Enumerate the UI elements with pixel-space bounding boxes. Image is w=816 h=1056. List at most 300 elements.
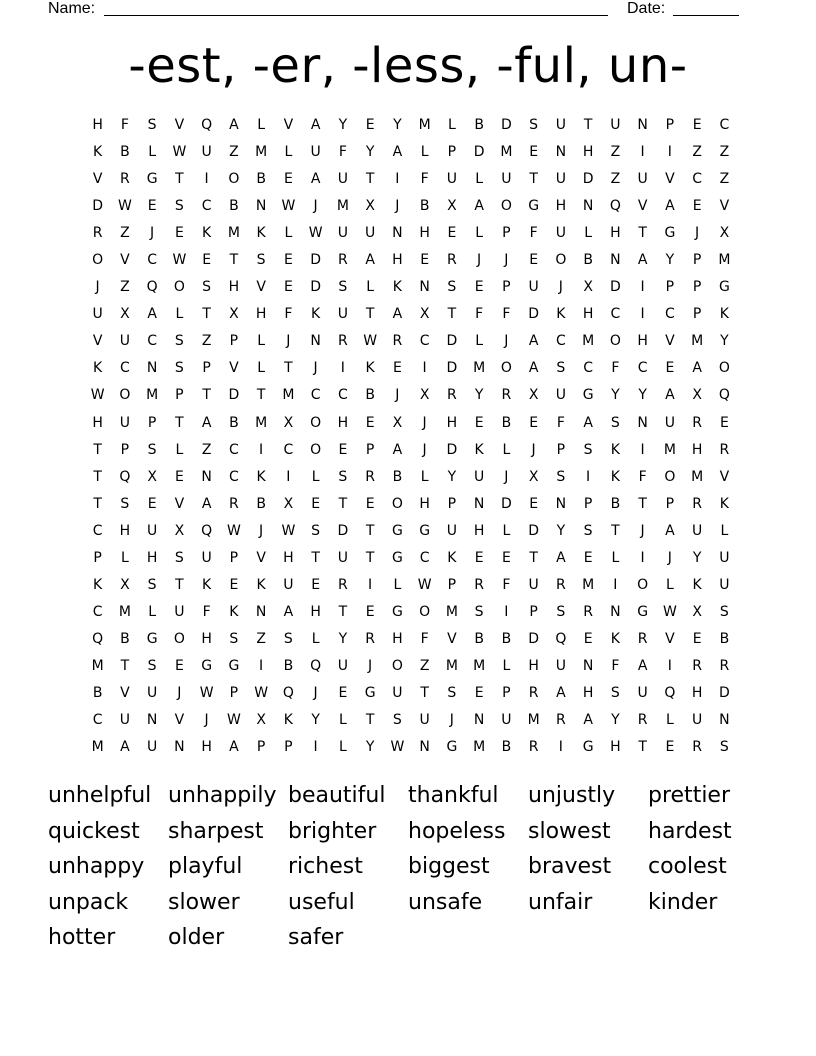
grid-letter: E (392, 360, 402, 377)
grid-letter: D (528, 306, 540, 323)
worksheet-header (0, 0, 816, 20)
grid-letter: N (310, 333, 321, 350)
word-bank-item: hopeless (408, 818, 506, 844)
grid-letter: Y (665, 252, 675, 269)
grid-letter: E (474, 279, 484, 296)
grid-letter: H (610, 225, 621, 242)
grid-letter: E (529, 495, 539, 512)
grid-letter: L (148, 603, 157, 620)
grid-letter: E (365, 414, 375, 431)
grid-letter: F (611, 657, 620, 674)
grid-letter: S (392, 712, 402, 729)
grid-letter: T (202, 306, 211, 323)
grid-letter: K (556, 306, 566, 323)
grid-letter: F (420, 171, 429, 188)
grid-letter: U (555, 117, 566, 133)
grid-letter: E (202, 252, 212, 269)
grid-letter: U (692, 522, 703, 539)
grid-letter: I (368, 576, 373, 593)
grid-letter: W (226, 712, 241, 729)
grid-letter: I (395, 171, 400, 188)
grid-letter: W (117, 198, 132, 215)
grid-letter: J (422, 414, 427, 431)
grid-letter: U (555, 171, 566, 188)
grid-letter: P (120, 441, 130, 458)
grid-letter: Y (474, 387, 484, 404)
grid-letter: S (556, 603, 566, 620)
grid-letter: X (719, 225, 730, 242)
grid-letter: V (174, 712, 185, 729)
grid-letter: P (147, 414, 157, 431)
grid-letter: R (692, 414, 702, 431)
grid-letter: V (92, 333, 103, 350)
grid-letter: F (638, 468, 647, 485)
grid-letter: A (528, 333, 539, 350)
grid-letter: L (257, 117, 266, 133)
grid-letter: E (311, 495, 321, 512)
grid-letter: O (173, 630, 185, 647)
grid-letter: W (390, 739, 405, 756)
grid-letter: C (92, 603, 103, 620)
grid-letter: H (92, 117, 103, 133)
grid-letter: C (92, 712, 103, 729)
grid-letter: O (500, 198, 512, 215)
grid-letter: T (529, 171, 538, 188)
grid-letter: E (665, 360, 675, 377)
grid-letter: S (583, 441, 593, 458)
grid-letter: S (556, 468, 566, 485)
grid-letter: L (120, 549, 129, 566)
grid-letter: M (473, 657, 486, 674)
grid-letter: A (583, 712, 593, 729)
grid-letter: V (92, 171, 103, 188)
grid-letter: G (528, 198, 540, 215)
grid-letter: O (391, 495, 403, 512)
grid-letter: V (229, 360, 239, 377)
grid-letter: M (445, 603, 458, 620)
grid-letter: K (93, 144, 103, 161)
grid-letter: I (340, 360, 345, 377)
grid-letter: M (227, 225, 240, 242)
grid-letter: E (583, 630, 593, 647)
grid-letter: K (447, 549, 457, 566)
grid-letter: K (692, 576, 702, 593)
grid-letter: D (609, 279, 621, 296)
grid-letter: B (501, 739, 512, 756)
grid-letter: H (228, 279, 240, 296)
word-bank-item: older (168, 925, 225, 950)
grid-letter: X (283, 414, 294, 431)
grid-letter: S (147, 576, 157, 593)
grid-letter: M (718, 252, 731, 269)
grid-letter: T (93, 441, 102, 458)
grid-letter: K (474, 441, 484, 458)
grid-letter: Q (146, 279, 158, 296)
word-bank-item: coolest (648, 854, 727, 879)
grid-letter: A (528, 360, 539, 377)
grid-letter: P (447, 576, 457, 593)
grid-letter: S (610, 414, 620, 431)
grid-letter: C (610, 306, 621, 323)
grid-letter: E (529, 252, 539, 269)
grid-letter: O (173, 279, 185, 296)
grid-letter: L (175, 306, 184, 323)
grid-letter: Z (120, 279, 130, 296)
grid-letter: G (364, 684, 376, 701)
grid-letter: A (665, 522, 675, 539)
grid-letter: A (392, 306, 403, 323)
grid-letter: Q (609, 198, 621, 215)
name-label: Name: (48, 0, 96, 17)
grid-letter: K (256, 468, 266, 485)
grid-letter: N (419, 739, 430, 756)
grid-letter: E (229, 576, 239, 593)
grid-letter: K (93, 360, 103, 377)
grid-letter: P (256, 739, 266, 756)
grid-letter: S (147, 441, 157, 458)
grid-letter: Y (638, 387, 647, 404)
grid-letter: H (392, 252, 403, 269)
grid-letter: D (337, 522, 349, 539)
grid-letter: B (501, 630, 512, 647)
grid-letter: K (365, 360, 375, 377)
grid-letter: Z (229, 144, 239, 161)
grid-letter: Q (718, 387, 730, 404)
grid-letter: R (719, 441, 730, 458)
grid-letter: T (175, 171, 184, 188)
grid-letter: F (529, 225, 538, 242)
word-bank-item: bravest (528, 854, 612, 879)
grid-letter: M (336, 198, 349, 215)
grid-letter: X (692, 603, 702, 620)
grid-letter: L (475, 225, 484, 242)
word-bank-item: richest (288, 854, 363, 879)
grid-letter: R (474, 576, 484, 593)
grid-letter: I (667, 144, 672, 161)
grid-letter: M (118, 603, 131, 620)
grid-letter: E (447, 225, 457, 242)
grid-letter: S (474, 603, 484, 620)
grid-letter: J (504, 252, 509, 269)
grid-letter: R (447, 252, 457, 269)
grid-letter: K (93, 576, 103, 593)
grid-letter: G (446, 739, 458, 756)
grid-letter: L (447, 117, 456, 133)
grid-letter: L (175, 441, 184, 458)
grid-letter: H (201, 630, 212, 647)
grid-letter: X (419, 387, 430, 404)
grid-letter: X (528, 387, 539, 404)
grid-letter: O (419, 603, 431, 620)
grid-letter: A (556, 684, 566, 701)
grid-letter: A (283, 603, 294, 620)
grid-letter: S (174, 549, 184, 566)
grid-letter: Q (119, 468, 131, 485)
grid-letter: L (665, 712, 674, 729)
grid-letter: T (638, 495, 647, 512)
grid-letter: R (338, 333, 348, 350)
grid-letter: R (556, 576, 566, 593)
word-bank-item: unhappy (48, 854, 145, 879)
grid-letter: E (529, 144, 539, 161)
grid-letter: P (692, 279, 702, 296)
grid-letter: A (556, 549, 566, 566)
grid-letter: M (255, 144, 268, 161)
grid-letter: U (392, 684, 403, 701)
grid-letter: O (119, 387, 131, 404)
grid-letter: K (229, 603, 239, 620)
grid-letter: D (500, 495, 512, 512)
grid-letter: V (719, 468, 730, 485)
grid-letter: I (640, 441, 645, 458)
grid-letter: E (365, 495, 375, 512)
grid-letter: A (229, 739, 239, 756)
grid-letter: J (504, 468, 509, 485)
grid-letter: N (174, 739, 185, 756)
grid-letter: Y (611, 712, 620, 729)
grid-letter: U (555, 657, 566, 674)
grid-letter: R (365, 468, 375, 485)
grid-letter: M (473, 739, 486, 756)
grid-letter: U (147, 522, 158, 539)
word-bank-item: brighter (288, 818, 377, 844)
grid-letter: X (120, 306, 130, 323)
grid-letter: E (174, 225, 184, 242)
grid-letter: M (91, 657, 104, 674)
grid-letter: V (120, 684, 130, 701)
grid-letter: R (501, 387, 512, 404)
grid-letter: Y (556, 522, 566, 539)
grid-letter: K (719, 495, 729, 512)
grid-letter: D (310, 279, 322, 296)
grid-letter: O (310, 441, 322, 458)
grid-letter: P (692, 306, 702, 323)
grid-letter: J (449, 712, 454, 729)
date-label: Date: (627, 0, 666, 17)
grid-letter: T (638, 739, 647, 756)
grid-letter: B (474, 117, 484, 133)
grid-letter: B (92, 684, 103, 701)
grid-letter: P (502, 684, 511, 701)
grid-letter: G (391, 603, 403, 620)
grid-letter: U (419, 712, 430, 729)
grid-letter: W (363, 333, 378, 350)
grid-letter: L (393, 576, 402, 593)
grid-letter: C (201, 198, 212, 215)
grid-letter: W (281, 522, 296, 539)
grid-letter: Q (201, 522, 213, 539)
grid-letter: H (310, 603, 321, 620)
grid-letter: J (667, 549, 672, 566)
grid-letter: U (119, 333, 130, 350)
grid-letter: P (692, 252, 702, 269)
grid-letter: L (475, 333, 484, 350)
grid-letter: C (692, 171, 703, 188)
grid-letter: B (583, 252, 593, 269)
grid-letter: Z (419, 657, 430, 674)
grid-letter: W (90, 387, 105, 404)
grid-letter: B (229, 414, 239, 431)
grid-letter: H (201, 739, 212, 756)
grid-letter: D (528, 630, 540, 647)
grid-letter: V (665, 630, 675, 647)
grid-letter: S (529, 117, 539, 133)
grid-letter: B (120, 144, 130, 161)
grid-letter: U (310, 144, 321, 161)
word-bank-item: quickest (48, 818, 140, 844)
grid-letter: L (502, 657, 511, 674)
grid-letter: D (310, 252, 322, 269)
grid-letter: B (719, 630, 730, 647)
grid-letter: U (719, 576, 730, 593)
grid-letter: T (638, 225, 647, 242)
grid-letter: T (611, 522, 620, 539)
grid-letter: V (174, 495, 185, 512)
grid-letter: U (337, 306, 348, 323)
grid-letter: N (473, 495, 485, 512)
word-bank (48, 780, 768, 958)
grid-letter: N (392, 225, 403, 242)
grid-letter: Z (120, 225, 130, 242)
grid-letter: O (555, 252, 567, 269)
grid-letter: K (283, 712, 293, 729)
grid-letter: X (174, 522, 185, 539)
grid-letter: I (640, 306, 645, 323)
grid-letter: L (338, 712, 347, 729)
grid-letter: N (473, 712, 485, 729)
grid-letter: F (611, 360, 620, 377)
grid-letter: D (528, 522, 540, 539)
grid-letter: K (610, 468, 620, 485)
grid-letter: S (174, 360, 184, 377)
grid-letter: R (447, 387, 457, 404)
grid-letter: P (229, 333, 239, 350)
grid-letter: N (146, 712, 158, 729)
grid-letter: W (281, 198, 296, 215)
grid-letter: P (284, 739, 293, 756)
grid-letter: C (283, 441, 294, 458)
grid-letter: R (583, 603, 593, 620)
grid-letter: K (392, 279, 402, 296)
grid-letter: E (174, 657, 184, 674)
grid-letter: F (502, 306, 511, 323)
grid-letter: O (609, 333, 621, 350)
grid-letter: G (419, 522, 431, 539)
worksheet-title: -est, -er, -less, -ful, un- (128, 38, 688, 94)
grid-letter: L (311, 468, 320, 485)
grid-letter: E (420, 252, 430, 269)
grid-letter: X (583, 279, 593, 296)
grid-letter: J (150, 225, 155, 242)
grid-letter: T (338, 495, 348, 512)
grid-letter: E (474, 414, 484, 431)
grid-letter: C (337, 387, 348, 404)
grid-letter: F (284, 306, 293, 323)
grid-letter: N (255, 603, 267, 620)
grid-letter: B (474, 630, 484, 647)
grid-letter: A (201, 495, 212, 512)
grid-letter: H (419, 495, 430, 512)
grid-letter: J (395, 198, 400, 215)
grid-letter: M (91, 739, 104, 756)
grid-letter: E (692, 198, 702, 215)
grid-letter: F (475, 306, 484, 323)
grid-letter: H (691, 684, 703, 701)
grid-letter: P (229, 684, 239, 701)
grid-letter: D (718, 684, 730, 701)
grid-letter: X (147, 468, 157, 485)
grid-letter: U (201, 549, 212, 566)
grid-letter: T (229, 252, 239, 269)
grid-letter: E (692, 630, 702, 647)
grid-letter: O (391, 657, 403, 674)
grid-letter: I (204, 171, 209, 188)
grid-letter: S (147, 117, 157, 133)
grid-letter: B (229, 198, 239, 215)
grid-letter: B (419, 198, 430, 215)
grid-letter: F (202, 603, 211, 620)
grid-letter: R (365, 630, 375, 647)
grid-letter: B (610, 495, 621, 512)
grid-letter: E (283, 171, 293, 188)
grid-letter: J (368, 657, 373, 674)
grid-letter: U (637, 684, 648, 701)
grid-letter: C (119, 360, 130, 377)
grid-letter: U (337, 225, 348, 242)
grid-letter: N (555, 495, 567, 512)
grid-letter: J (313, 198, 318, 215)
grid-letter: H (582, 144, 594, 161)
grid-letter: U (446, 171, 457, 188)
grid-letter: W (254, 684, 269, 701)
grid-letter: V (719, 198, 730, 215)
grid-letter: S (447, 279, 457, 296)
grid-letter: D (500, 117, 512, 133)
grid-letter: S (229, 630, 239, 647)
grid-letter: P (365, 441, 375, 458)
grid-letter: L (611, 549, 620, 566)
grid-letter: A (692, 360, 702, 377)
grid-letter: J (313, 684, 318, 701)
grid-letter: A (229, 117, 239, 133)
grid-letter: S (147, 657, 157, 674)
grid-letter: L (475, 171, 484, 188)
grid-letter: H (610, 739, 621, 756)
grid-letter: T (365, 549, 375, 566)
grid-letter: I (613, 576, 618, 593)
grid-letter: O (718, 360, 730, 377)
grid-letter: J (286, 333, 291, 350)
grid-letter: J (422, 441, 427, 458)
grid-letter: H (337, 414, 349, 431)
grid-letter: H (691, 441, 703, 458)
grid-letter: P (665, 495, 675, 512)
grid-letter: B (365, 387, 375, 404)
grid-letter: J (477, 252, 482, 269)
grid-letter: N (255, 198, 267, 215)
grid-letter: J (204, 712, 209, 729)
grid-letter: X (447, 198, 457, 215)
grid-letter: A (365, 252, 375, 269)
word-bank-item: kinder (648, 889, 718, 915)
grid-letter: A (392, 144, 403, 161)
grid-letter: R (528, 739, 539, 756)
grid-letter: L (584, 225, 593, 242)
grid-letter: Y (365, 144, 375, 161)
grid-letter: R (338, 252, 348, 269)
grid-letter: H (582, 306, 594, 323)
grid-letter: G (718, 279, 730, 296)
